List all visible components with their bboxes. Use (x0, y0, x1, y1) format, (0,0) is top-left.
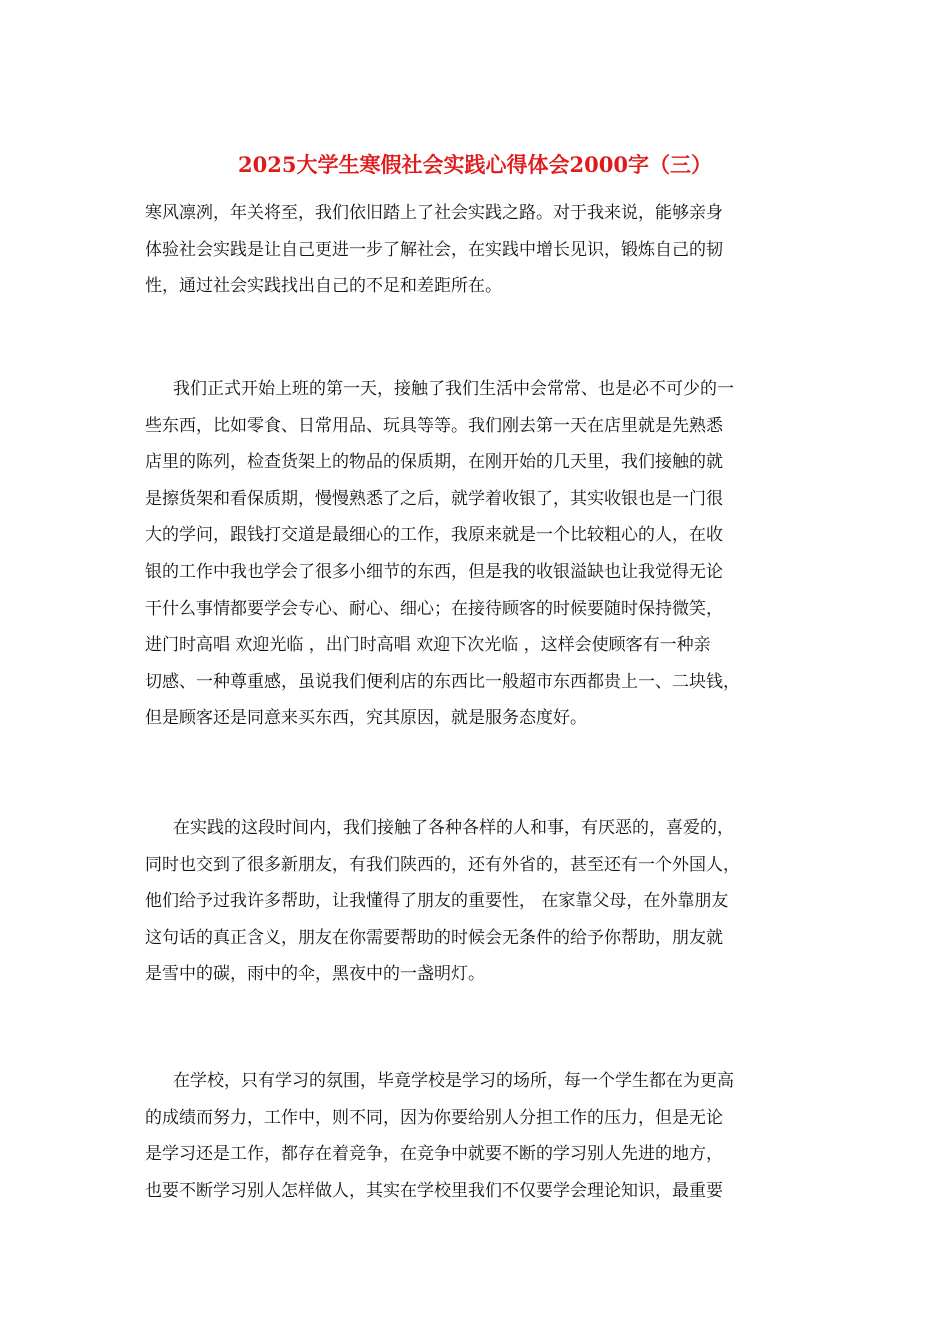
paragraph-line: 体验社会实践是让自己更进一步了解社会，在实践中增长见识，锻炼自己的韧 (145, 239, 723, 260)
paragraph-line: 同时也交到了很多新朋友，有我们陕西的，还有外省的，甚至还有一个外国人， (145, 854, 740, 875)
paragraph-line: 切感、一种尊重感，虽说我们便利店的东西比一般超市东西都贵上一、二块钱， (145, 671, 740, 692)
paragraph-line: 但是顾客还是同意来买东西，究其原因，就是服务态度好。 (145, 708, 587, 729)
paragraph-line: 银的工作中我也学会了很多小细节的东西，但是我的收银溢缺也让我觉得无论 (145, 561, 723, 582)
document-title: 2025大学生寒假社会实践心得体会2000字（三） (238, 152, 712, 177)
paragraph-line: 是学习还是工作，都存在着竞争，在竞争中就要不断的学习别人先进的地方， (145, 1144, 723, 1165)
paragraph-line: 在实践的这段时间内，我们接触了各种各样的人和事，有厌恶的，喜爱的， (173, 818, 734, 838)
paragraph-line: 这句话的真正含义，朋友在你需要帮助的时候会无条件的给予你帮助，朋友就 (145, 927, 723, 948)
paragraph-4 (145, 1063, 810, 1209)
paragraph-line: 在学校，只有学习的氛围，毕竟学校是学习的场所，每一个学生都在为更高 (173, 1071, 734, 1091)
paragraph-line: 寒风凛冽，年关将至，我们依旧踏上了社会实践之路。对于我来说，能够亲身 (145, 203, 723, 223)
paragraph-line: 性，通过社会实践找出自己的不足和差距所在。 (145, 276, 502, 297)
paragraph-line: 干什么事情都要学会专心、耐心、细心；在接待顾客的时候要随时保持微笑， (145, 598, 723, 619)
paragraph-line: 店里的陈列，检查货架上的物品的保质期，在刚开始的几天里，我们接触的就 (145, 452, 723, 473)
paragraph-line: 是雪中的碳，雨中的伞，黑夜中的一盏明灯。 (145, 964, 485, 985)
paragraph-line: 是擦货架和看保质期，慢慢熟悉了之后，就学着收银了，其实收银也是一门很 (145, 488, 723, 509)
paragraph-2 (145, 371, 810, 737)
paragraph-3 (145, 810, 810, 993)
paragraph-line: 他们给予过我许多帮助，让我懂得了朋友的重要性， 在家靠父母，在外靠朋友 (145, 891, 729, 912)
paragraph-line: 大的学问，跟钱打交道是最细心的工作，我原来就是一个比较粗心的人，在收 (145, 525, 723, 546)
paragraph-line: 我们正式开始上班的第一天，接触了我们生活中会常常、也是必不可少的一 (173, 379, 734, 399)
paragraph-line: 也要不断学习别人怎样做人，其实在学校里我们不仅要学会理论知识，最重要 (145, 1180, 723, 1201)
paragraph-line: 的成绩而努力，工作中，则不同，因为你要给别人分担工作的压力，但是无论 (145, 1107, 723, 1128)
paragraph-line: 进门时高唱 欢迎光临 ，出门时高唱 欢迎下次光临 ，这样会使顾客有一种亲 (145, 635, 711, 656)
paragraph-line: 些东西，比如零食、日常用品、玩具等等。我们刚去第一天在店里就是先熟悉 (145, 415, 723, 436)
paragraph-1 (145, 195, 810, 305)
